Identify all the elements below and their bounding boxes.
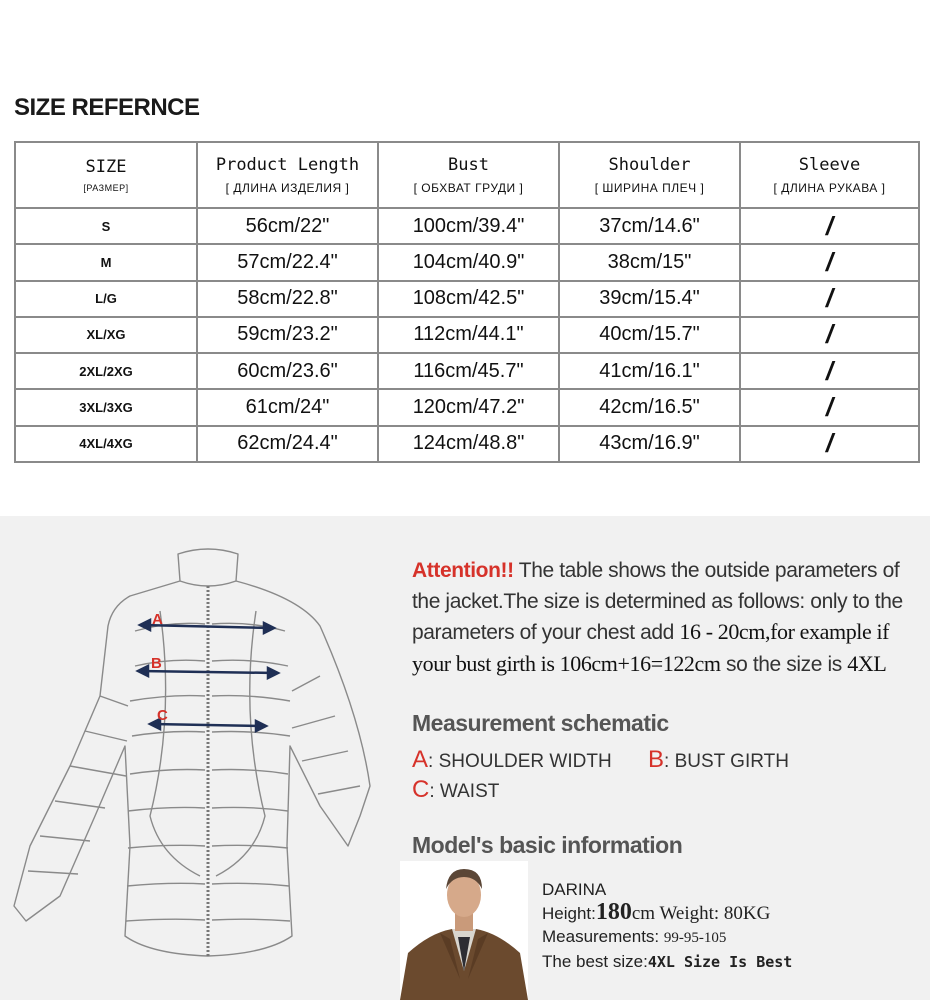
cell-sleeve: / bbox=[740, 317, 919, 353]
cell-sleeve: / bbox=[740, 426, 919, 462]
model-name: DARINA bbox=[542, 880, 607, 899]
cell-shoulder: 40cm/15.7" bbox=[559, 317, 740, 353]
cell-size: 4XL/4XG bbox=[15, 426, 197, 462]
model-info-title: Model's basic information bbox=[412, 832, 683, 858]
cell-sleeve: / bbox=[740, 208, 919, 244]
header-length: Product Length [ ДЛИНА ИЗДЕЛИЯ ] bbox=[197, 142, 378, 208]
cell-sleeve: / bbox=[740, 389, 919, 425]
cell-length: 60cm/23.6" bbox=[197, 353, 378, 389]
cell-size: M bbox=[15, 244, 197, 280]
cell-size: 2XL/2XG bbox=[15, 353, 197, 389]
cell-bust: 104cm/40.9" bbox=[378, 244, 559, 280]
cell-shoulder: 37cm/14.6" bbox=[559, 208, 740, 244]
model-height: Height:180cm Weight: 80KG bbox=[542, 899, 771, 925]
attention-note: Attention!! The table shows the outside parameters of the jacket.The size is determined as follows: only to the parameters of your chest add 16 - 20cm,for example if your bust girth is 106cm+16=122cm so the size is 4XL bbox=[412, 559, 903, 676]
cell-length: 56cm/22" bbox=[197, 208, 378, 244]
marker-a: A bbox=[152, 611, 163, 628]
table-row bbox=[15, 317, 919, 353]
jacket-diagram bbox=[0, 516, 400, 1000]
cell-length: 57cm/22.4" bbox=[197, 244, 378, 280]
table-row bbox=[15, 426, 919, 462]
cell-bust: 100cm/39.4" bbox=[378, 208, 559, 244]
cell-bust: 112cm/44.1" bbox=[378, 317, 559, 353]
model-best-size: The best size:4XL Size Is Best bbox=[542, 952, 793, 971]
marker-c: C bbox=[157, 707, 168, 724]
legend-a: A: SHOULDER WIDTH bbox=[412, 746, 612, 773]
cell-size: XL/XG bbox=[15, 317, 197, 353]
marker-b: B bbox=[151, 655, 162, 672]
cell-length: 61cm/24" bbox=[197, 389, 378, 425]
legend-c: C: WAIST bbox=[412, 776, 500, 803]
table-row bbox=[15, 244, 919, 280]
waist-arrow bbox=[152, 724, 264, 726]
cell-shoulder: 39cm/15.4" bbox=[559, 281, 740, 317]
jacket-collar bbox=[178, 549, 238, 581]
cell-size: 3XL/3XG bbox=[15, 389, 197, 425]
table-row bbox=[15, 389, 919, 425]
cell-shoulder: 38cm/15" bbox=[559, 244, 740, 280]
legend-b: B: BUST GIRTH bbox=[648, 746, 789, 773]
cell-size: L/G bbox=[15, 281, 197, 317]
schematic-title: Measurement schematic bbox=[412, 710, 669, 736]
cell-sleeve: / bbox=[740, 353, 919, 389]
header-shoulder: Shoulder [ ШИРИНА ПЛЕЧ ] bbox=[559, 142, 740, 208]
cell-bust: 124cm/48.8" bbox=[378, 426, 559, 462]
model-photo bbox=[400, 861, 528, 1000]
cell-sleeve: / bbox=[740, 244, 919, 280]
model-measurements: Measurements: 99-95-105 bbox=[542, 927, 727, 946]
model-details bbox=[542, 878, 792, 974]
table-header-row bbox=[15, 142, 919, 208]
cell-length: 58cm/22.8" bbox=[197, 281, 378, 317]
cell-shoulder: 42cm/16.5" bbox=[559, 389, 740, 425]
cell-length: 62cm/24.4" bbox=[197, 426, 378, 462]
attention-example: 16 - 20cm,for example if your bust girth is 106cm+16=122cm bbox=[412, 619, 890, 676]
attention-size: 4XL bbox=[847, 650, 887, 676]
header-sleeve: Sleeve [ ДЛИНА РУКАВА ] bbox=[740, 142, 919, 208]
cell-length: 59cm/23.2" bbox=[197, 317, 378, 353]
cell-sleeve: / bbox=[740, 281, 919, 317]
cell-size: S bbox=[15, 208, 197, 244]
cell-shoulder: 41cm/16.1" bbox=[559, 353, 740, 389]
table-row bbox=[15, 281, 919, 317]
jacket-outline bbox=[14, 581, 370, 956]
attention-label: Attention!! bbox=[412, 559, 514, 582]
info-panel bbox=[0, 516, 930, 1000]
cell-bust: 108cm/42.5" bbox=[378, 281, 559, 317]
cell-bust: 116cm/45.7" bbox=[378, 353, 559, 389]
header-bust: Bust [ ОБХВАТ ГРУДИ ] bbox=[378, 142, 559, 208]
cell-shoulder: 43cm/16.9" bbox=[559, 426, 740, 462]
header-size: SIZE [РАЗМЕР] bbox=[15, 142, 197, 208]
table-row bbox=[15, 208, 919, 244]
size-table bbox=[14, 141, 920, 463]
page-title: SIZE REFERNCE bbox=[14, 94, 200, 121]
table-row bbox=[15, 353, 919, 389]
cell-bust: 120cm/47.2" bbox=[378, 389, 559, 425]
